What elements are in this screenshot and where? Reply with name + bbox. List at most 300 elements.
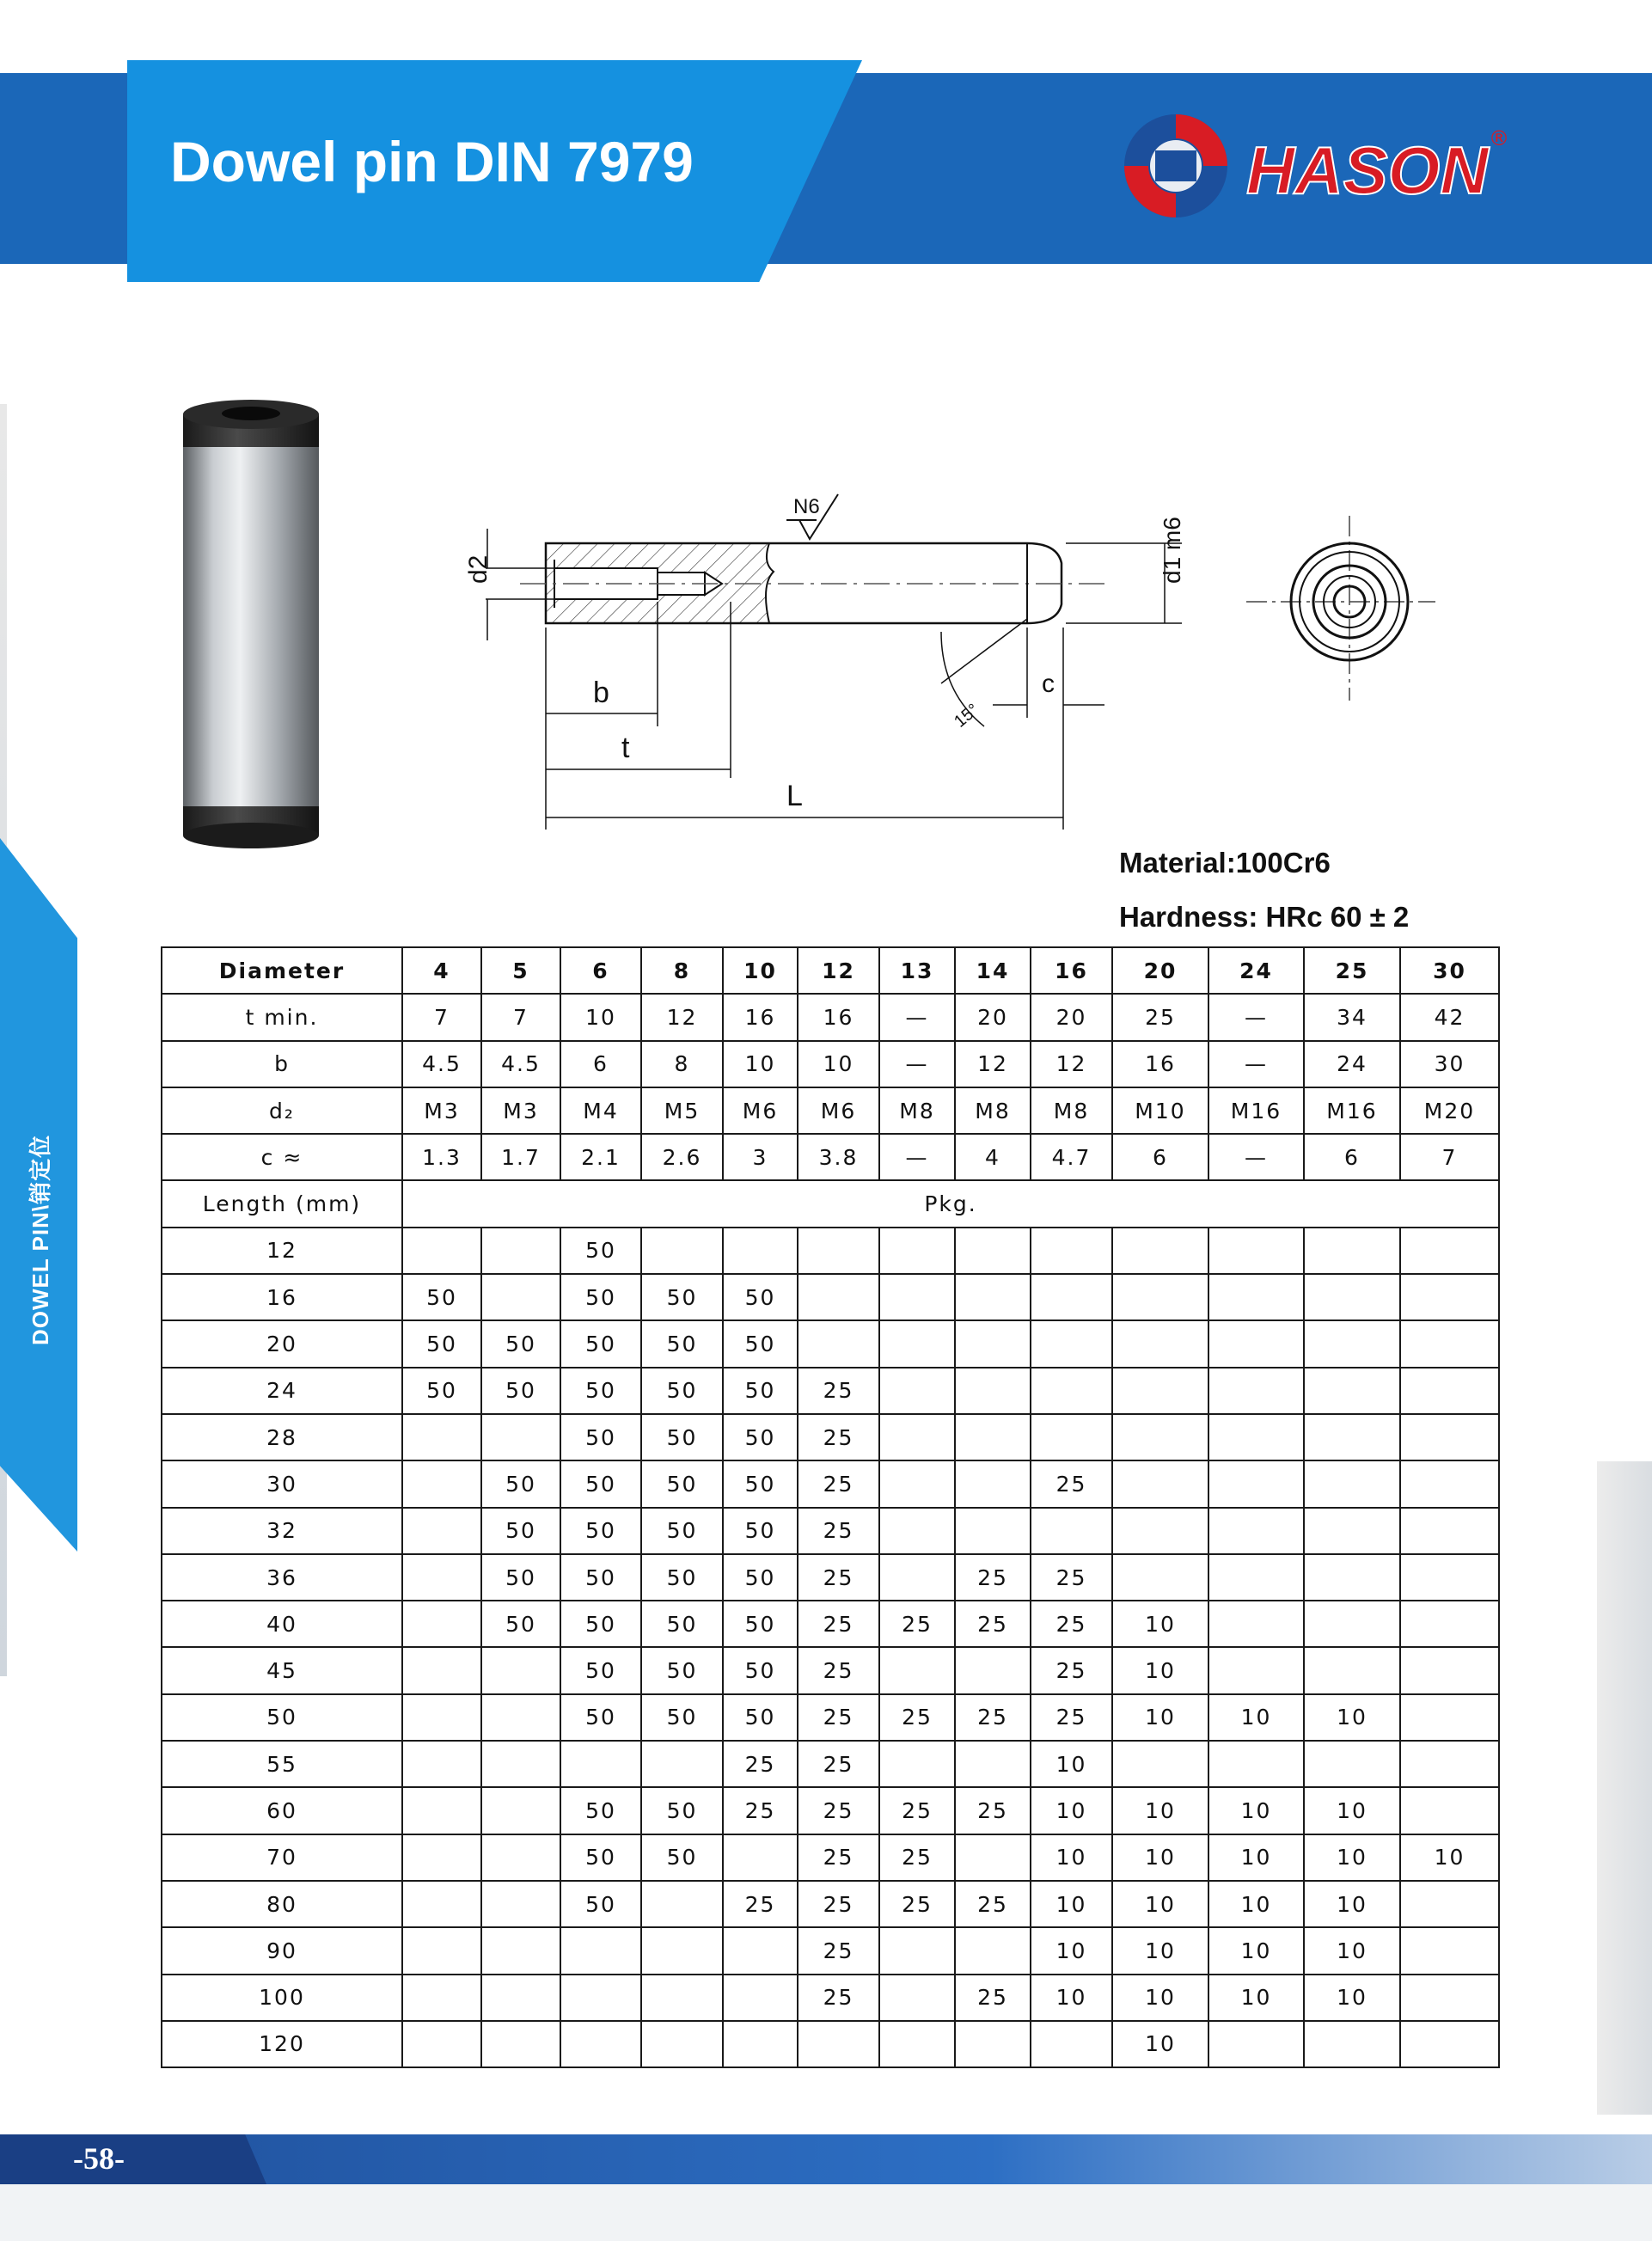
- pkg-cell: [879, 1927, 955, 1974]
- pkg-cell: 25: [798, 1927, 879, 1974]
- pkg-cell: [402, 2021, 481, 2067]
- c-label: c: [1042, 670, 1055, 698]
- pkg-cell: [955, 1927, 1031, 1974]
- table-row: [162, 1741, 1499, 1787]
- pkg-cell: [1031, 1414, 1112, 1460]
- pkg-cell: [955, 1228, 1031, 1274]
- pkg-cell: [641, 1975, 723, 2021]
- spec-cell: 12: [641, 994, 723, 1040]
- pkg-cell: [1031, 2021, 1112, 2067]
- table-row: [162, 1554, 1499, 1601]
- diameter-cell: 10: [723, 947, 798, 994]
- pkg-cell: [1400, 1320, 1499, 1367]
- length-cell: 80: [162, 1881, 402, 1927]
- length-cell: 90: [162, 1927, 402, 1974]
- pkg-cell: 10: [1208, 1694, 1304, 1741]
- spec-cell: 4.5: [402, 1041, 481, 1087]
- spec-cell: M10: [1112, 1087, 1208, 1134]
- table-row: [162, 1694, 1499, 1741]
- pkg-cell: 25: [879, 1834, 955, 1881]
- pkg-cell: [1400, 1694, 1499, 1741]
- pkg-cell: [402, 1834, 481, 1881]
- pkg-cell: [481, 1881, 560, 1927]
- pkg-cell: 10: [1112, 1975, 1208, 2021]
- pkg-cell: [879, 1741, 955, 1787]
- pkg-cell: [879, 1414, 955, 1460]
- pkg-cell: [402, 1694, 481, 1741]
- pkg-cell: [1112, 1320, 1208, 1367]
- pkg-cell: 50: [481, 1508, 560, 1554]
- pkg-cell: 10: [1304, 1881, 1400, 1927]
- footer-tab: [0, 2134, 266, 2184]
- spec-cell: M20: [1400, 1087, 1499, 1134]
- hardness-text: Hardness: HRc 60 ± 2: [1119, 901, 1410, 933]
- pkg-cell: [1208, 1414, 1304, 1460]
- pkg-cell: 25: [723, 1881, 798, 1927]
- spec-cell: M8: [955, 1087, 1031, 1134]
- pkg-cell: [402, 1601, 481, 1647]
- pkg-cell: 50: [560, 1414, 641, 1460]
- spec-cell: 2.6: [641, 1134, 723, 1180]
- pkg-cell: 50: [723, 1274, 798, 1320]
- pkg-cell: 10: [1031, 1741, 1112, 1787]
- logo-registered-mark: ®: [1489, 126, 1509, 150]
- pkg-cell: [723, 2021, 798, 2067]
- pkg-cell: [1400, 1881, 1499, 1927]
- pkg-cell: 10: [1304, 1975, 1400, 2021]
- pkg-cell: [402, 1881, 481, 1927]
- pkg-cell: [1208, 1228, 1304, 1274]
- pkg-cell: 10: [1112, 1694, 1208, 1741]
- pkg-cell: 50: [560, 1460, 641, 1507]
- pkg-cell: [1400, 1274, 1499, 1320]
- spec-cell: 42: [1400, 994, 1499, 1040]
- length-cell: 32: [162, 1508, 402, 1554]
- table-row: [162, 1975, 1499, 2021]
- L-label: L: [786, 780, 803, 812]
- table-row: [162, 1647, 1499, 1693]
- pkg-cell: 25: [1031, 1694, 1112, 1741]
- pkg-cell: [641, 1927, 723, 1974]
- logo-text: HASON: [1246, 132, 1489, 208]
- table-row: [162, 1881, 1499, 1927]
- spec-cell: 6: [1112, 1134, 1208, 1180]
- pkg-cell: 50: [641, 1320, 723, 1367]
- spec-cell: 6: [1304, 1134, 1400, 1180]
- pkg-cell: 25: [955, 1601, 1031, 1647]
- pkg-cell: [1400, 1368, 1499, 1414]
- right-border: [1597, 1461, 1652, 2115]
- spec-cell: —: [1208, 1041, 1304, 1087]
- pkg-cell: [1208, 1741, 1304, 1787]
- pkg-cell: [1112, 1368, 1208, 1414]
- pkg-cell: [560, 2021, 641, 2067]
- spec-cell: 20: [955, 994, 1031, 1040]
- length-cell: 20: [162, 1320, 402, 1367]
- pkg-cell: 25: [798, 1508, 879, 1554]
- pkg-cell: [1112, 1741, 1208, 1787]
- pkg-cell: [955, 1320, 1031, 1367]
- spec-cell: M4: [560, 1087, 641, 1134]
- pkg-cell: [481, 2021, 560, 2067]
- d1-label: d1 m6: [1159, 517, 1185, 584]
- spec-cell: M8: [879, 1087, 955, 1134]
- pkg-cell: 50: [560, 1601, 641, 1647]
- diameter-cell: 20: [1112, 947, 1208, 994]
- pkg-cell: 50: [723, 1694, 798, 1741]
- pkg-cell: 25: [955, 1881, 1031, 1927]
- pkg-cell: 10: [1400, 1834, 1499, 1881]
- diameter-cell: 5: [481, 947, 560, 994]
- pkg-cell: 10: [1208, 1787, 1304, 1834]
- spec-cell: 25: [1112, 994, 1208, 1040]
- pkg-cell: [1400, 1741, 1499, 1787]
- pkg-cell: 50: [560, 1320, 641, 1367]
- spec-label: t min.: [162, 994, 402, 1040]
- pkg-cell: 25: [798, 1647, 879, 1693]
- pkg-cell: [560, 1927, 641, 1974]
- pkg-cell: 25: [798, 1460, 879, 1507]
- pkg-cell: 50: [481, 1320, 560, 1367]
- length-cell: 120: [162, 2021, 402, 2067]
- pkg-cell: 25: [798, 1881, 879, 1927]
- spec-cell: 20: [1031, 994, 1112, 1040]
- pkg-cell: [402, 1741, 481, 1787]
- pkg-cell: [481, 1694, 560, 1741]
- pkg-cell: [723, 1228, 798, 1274]
- pkg-cell: 10: [1112, 1787, 1208, 1834]
- pkg-cell: [481, 1834, 560, 1881]
- page-number: -58-: [73, 2141, 125, 2176]
- pkg-cell: 10: [1208, 1975, 1304, 2021]
- pkg-cell: 10: [1112, 1601, 1208, 1647]
- length-cell: 30: [162, 1460, 402, 1507]
- pkg-cell: [955, 1834, 1031, 1881]
- end-view-drawing: [1246, 516, 1435, 705]
- pkg-cell: 25: [798, 1694, 879, 1741]
- diameter-cell: 8: [641, 947, 723, 994]
- spec-cell: 10: [723, 1041, 798, 1087]
- table-row: [162, 1834, 1499, 1881]
- pkg-cell: 50: [723, 1647, 798, 1693]
- pkg-cell: 50: [723, 1554, 798, 1601]
- spec-label: b: [162, 1041, 402, 1087]
- pkg-cell: [1400, 1975, 1499, 2021]
- pkg-cell: [1208, 1274, 1304, 1320]
- sidebar-label: DOWEL PIN\销定位: [28, 1134, 53, 1345]
- pkg-cell: [481, 1927, 560, 1974]
- spec-cell: —: [879, 1134, 955, 1180]
- hason-logo: [1117, 107, 1530, 228]
- spec-cell: 24: [1304, 1041, 1400, 1087]
- pkg-cell: [879, 1508, 955, 1554]
- pkg-cell: [879, 1228, 955, 1274]
- pkg-cell: [1304, 1508, 1400, 1554]
- pkg-cell: 25: [723, 1741, 798, 1787]
- pkg-cell: 50: [641, 1274, 723, 1320]
- pkg-cell: 50: [641, 1368, 723, 1414]
- pkg-cell: [1208, 1647, 1304, 1693]
- table-row: [162, 1368, 1499, 1414]
- pkg-cell: 25: [798, 1741, 879, 1787]
- pkg-cell: 10: [1031, 1834, 1112, 1881]
- pkg-cell: 50: [641, 1694, 723, 1741]
- page-title: Dowel pin DIN 7979: [170, 130, 694, 193]
- pkg-cell: [955, 1460, 1031, 1507]
- pkg-cell: [481, 1741, 560, 1787]
- pkg-cell: [1400, 1460, 1499, 1507]
- table-row: [162, 1460, 1499, 1507]
- pkg-cell: [481, 1975, 560, 2021]
- diameter-cell: 14: [955, 947, 1031, 994]
- pkg-cell: 25: [879, 1881, 955, 1927]
- pkg-cell: [1304, 1554, 1400, 1601]
- pkg-cell: 50: [560, 1368, 641, 1414]
- pkg-cell: [1031, 1368, 1112, 1414]
- pkg-cell: 50: [641, 1834, 723, 1881]
- spec-cell: 4.5: [481, 1041, 560, 1087]
- spec-cell: —: [1208, 1134, 1304, 1180]
- pkg-cell: [1031, 1228, 1112, 1274]
- spec-cell: 12: [955, 1041, 1031, 1087]
- diameter-cell: 24: [1208, 947, 1304, 994]
- pkg-cell: [955, 2021, 1031, 2067]
- pkg-cell: 10: [1304, 1787, 1400, 1834]
- pkg-cell: [1031, 1320, 1112, 1367]
- pkg-cell: [955, 1414, 1031, 1460]
- pkg-cell: [1304, 1601, 1400, 1647]
- pkg-cell: 50: [402, 1320, 481, 1367]
- pkg-cell: [1112, 1554, 1208, 1601]
- pkg-cell: [1304, 2021, 1400, 2067]
- pkg-cell: [402, 1460, 481, 1507]
- pkg-cell: 50: [560, 1834, 641, 1881]
- pkg-label: Pkg.: [402, 1180, 1499, 1227]
- spec-cell: M6: [798, 1087, 879, 1134]
- pkg-cell: 25: [798, 1834, 879, 1881]
- pkg-cell: [1304, 1460, 1400, 1507]
- table-row: [162, 1274, 1499, 1320]
- footer-strip: [0, 2184, 1652, 2241]
- pkg-cell: [879, 1975, 955, 2021]
- spec-row: [162, 1134, 1499, 1180]
- pkg-cell: 50: [641, 1647, 723, 1693]
- diameter-cell: 16: [1031, 947, 1112, 994]
- pkg-cell: 50: [402, 1274, 481, 1320]
- pkg-cell: 10: [1112, 1881, 1208, 1927]
- pkg-cell: [1031, 1508, 1112, 1554]
- pkg-cell: 10: [1112, 1834, 1208, 1881]
- pkg-cell: 50: [723, 1601, 798, 1647]
- spec-row: [162, 994, 1499, 1040]
- pkg-cell: 10: [1031, 1881, 1112, 1927]
- diameter-cell: 25: [1304, 947, 1400, 994]
- table-header-row: [162, 947, 1499, 994]
- spec-cell: 10: [560, 994, 641, 1040]
- pkg-cell: 10: [1112, 2021, 1208, 2067]
- pkg-cell: 50: [481, 1368, 560, 1414]
- pkg-cell: 25: [955, 1787, 1031, 1834]
- pkg-cell: 25: [955, 1975, 1031, 2021]
- pkg-cell: [402, 1508, 481, 1554]
- pkg-cell: [402, 1927, 481, 1974]
- spec-cell: 7: [481, 994, 560, 1040]
- pkg-cell: [1208, 1508, 1304, 1554]
- spec-cell: 12: [1031, 1041, 1112, 1087]
- pkg-cell: [1112, 1274, 1208, 1320]
- pkg-cell: [798, 1274, 879, 1320]
- pkg-cell: [723, 1834, 798, 1881]
- spec-cell: M6: [723, 1087, 798, 1134]
- technical-drawing: [425, 477, 1199, 838]
- pkg-cell: 50: [641, 1460, 723, 1507]
- pkg-cell: [798, 1320, 879, 1367]
- spec-cell: 1.3: [402, 1134, 481, 1180]
- table-row: [162, 2021, 1499, 2067]
- pkg-cell: [1304, 1228, 1400, 1274]
- logo-emblem-icon: [1124, 114, 1227, 217]
- pkg-cell: 50: [641, 1414, 723, 1460]
- pkg-cell: 25: [798, 1787, 879, 1834]
- pkg-cell: [955, 1741, 1031, 1787]
- pkg-cell: [1400, 1508, 1499, 1554]
- pkg-cell: 50: [560, 1787, 641, 1834]
- spec-cell: 6: [560, 1041, 641, 1087]
- pkg-cell: 50: [560, 1274, 641, 1320]
- length-cell: 24: [162, 1368, 402, 1414]
- spec-cell: 7: [402, 994, 481, 1040]
- angle-label: 15°: [951, 700, 983, 732]
- pkg-cell: 50: [723, 1320, 798, 1367]
- pkg-cell: 50: [560, 1881, 641, 1927]
- t-label: t: [621, 732, 630, 764]
- pkg-cell: [1112, 1414, 1208, 1460]
- dimension-table: [161, 946, 1500, 2068]
- spec-cell: M16: [1304, 1087, 1400, 1134]
- pkg-cell: 50: [723, 1460, 798, 1507]
- spec-cell: 3: [723, 1134, 798, 1180]
- spec-cell: M3: [481, 1087, 560, 1134]
- pkg-cell: 50: [560, 1554, 641, 1601]
- pkg-cell: [879, 1274, 955, 1320]
- diameter-cell: 4: [402, 947, 481, 994]
- pkg-cell: [560, 1975, 641, 2021]
- spec-cell: 3.8: [798, 1134, 879, 1180]
- pkg-cell: [955, 1647, 1031, 1693]
- pkg-cell: [1208, 1554, 1304, 1601]
- pkg-cell: 10: [1031, 1927, 1112, 1974]
- pkg-cell: 10: [1112, 1647, 1208, 1693]
- pkg-cell: 10: [1208, 1834, 1304, 1881]
- pkg-cell: 50: [481, 1460, 560, 1507]
- pkg-cell: 25: [723, 1787, 798, 1834]
- pkg-cell: 10: [1208, 1881, 1304, 1927]
- pkg-cell: [402, 1554, 481, 1601]
- spec-cell: M16: [1208, 1087, 1304, 1134]
- spec-cell: 7: [1400, 1134, 1499, 1180]
- pkg-cell: [1112, 1228, 1208, 1274]
- pkg-cell: [402, 1975, 481, 2021]
- diameter-label: Diameter: [162, 947, 402, 994]
- pkg-cell: [402, 1414, 481, 1460]
- material-text: Material:100Cr6: [1119, 847, 1331, 879]
- pkg-cell: 10: [1304, 1694, 1400, 1741]
- spec-cell: 8: [641, 1041, 723, 1087]
- pkg-cell: 25: [798, 1368, 879, 1414]
- pkg-cell: [1400, 2021, 1499, 2067]
- spec-cell: M3: [402, 1087, 481, 1134]
- table-row: [162, 1508, 1499, 1554]
- pkg-cell: [402, 1787, 481, 1834]
- pkg-cell: 10: [1208, 1927, 1304, 1974]
- spec-row: [162, 1041, 1499, 1087]
- spec-cell: 34: [1304, 994, 1400, 1040]
- pkg-cell: 25: [879, 1787, 955, 1834]
- table-row: [162, 1414, 1499, 1460]
- pkg-cell: [1400, 1927, 1499, 1974]
- length-cell: 70: [162, 1834, 402, 1881]
- pkg-cell: 50: [641, 1508, 723, 1554]
- pkg-cell: 50: [723, 1414, 798, 1460]
- length-cell: 28: [162, 1414, 402, 1460]
- spec-label: d₂: [162, 1087, 402, 1134]
- table-row: [162, 1320, 1499, 1367]
- pkg-cell: [879, 1460, 955, 1507]
- pkg-cell: 25: [1031, 1647, 1112, 1693]
- pkg-cell: 50: [402, 1368, 481, 1414]
- pkg-cell: [481, 1787, 560, 1834]
- diameter-cell: 6: [560, 947, 641, 994]
- pkg-cell: 50: [641, 1787, 723, 1834]
- pkg-cell: 25: [1031, 1601, 1112, 1647]
- spec-cell: M8: [1031, 1087, 1112, 1134]
- spec-cell: 16: [723, 994, 798, 1040]
- pkg-cell: [879, 2021, 955, 2067]
- pkg-cell: [1400, 1787, 1499, 1834]
- pkg-cell: [798, 1228, 879, 1274]
- pkg-cell: [402, 1228, 481, 1274]
- pkg-cell: [1208, 1460, 1304, 1507]
- spec-cell: 4: [955, 1134, 1031, 1180]
- pkg-cell: [955, 1368, 1031, 1414]
- pkg-cell: [481, 1414, 560, 1460]
- pkg-cell: 25: [798, 1601, 879, 1647]
- pkg-cell: [955, 1508, 1031, 1554]
- pkg-cell: [1112, 1460, 1208, 1507]
- pkg-cell: 25: [955, 1554, 1031, 1601]
- pkg-cell: 50: [560, 1508, 641, 1554]
- length-cell: 45: [162, 1647, 402, 1693]
- pkg-cell: 10: [1031, 1787, 1112, 1834]
- length-header-row: [162, 1180, 1499, 1227]
- surface-finish-label: N6: [793, 495, 820, 518]
- pkg-cell: [641, 1881, 723, 1927]
- b-label: b: [593, 677, 609, 709]
- pkg-cell: [560, 1741, 641, 1787]
- d2-label: d2: [464, 554, 493, 584]
- pkg-cell: 50: [641, 1554, 723, 1601]
- pkg-cell: [723, 1927, 798, 1974]
- pkg-cell: 25: [1031, 1554, 1112, 1601]
- table-row: [162, 1228, 1499, 1274]
- pkg-cell: 50: [723, 1508, 798, 1554]
- length-cell: 60: [162, 1787, 402, 1834]
- pkg-cell: [1304, 1320, 1400, 1367]
- pkg-cell: [798, 2021, 879, 2067]
- spec-cell: 16: [1112, 1041, 1208, 1087]
- pkg-cell: 50: [481, 1601, 560, 1647]
- spec-cell: M5: [641, 1087, 723, 1134]
